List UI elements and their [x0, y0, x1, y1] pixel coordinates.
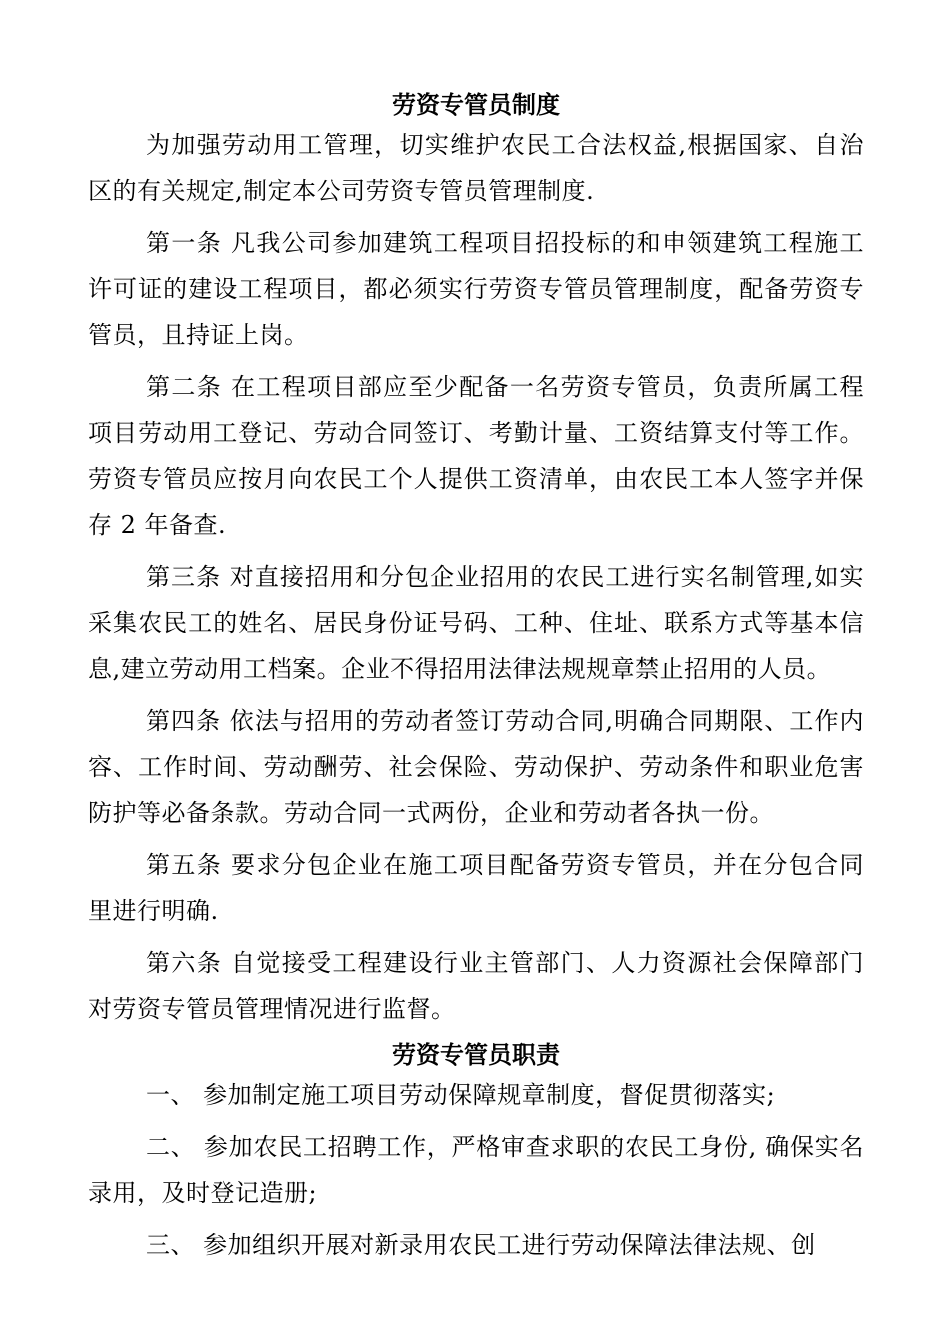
- article-5: 第五条 要求分包企业在施工项目配备劳资专管员，并在分包合同里进行明确.: [88, 851, 864, 925]
- intro-paragraph: 为加强劳动用工管理，切实维护农民工合法权益,根据国家、自治区的有关规定,制定本公司劳资专管员管理制度.: [88, 131, 864, 205]
- article-4: 第四条 依法与招用的劳动者签订劳动合同,明确合同期限、工作内容、工作时间、劳动酬劳、社会保险、劳动保护、劳动条件和职业危害防护等必备条款。劳动合同一式两份，企业和劳动者各执一份。: [88, 707, 864, 827]
- duty-3: 三、 参加组织开展对新录用农民工进行劳动保障法律法规、创: [146, 1231, 816, 1259]
- article-1: 第一条 凡我公司参加建筑工程项目招投标的和申领建筑工程施工许可证的建设工程项目，都必须实行劳资专管员管理制度，配备劳资专管员，且持证上岗。: [88, 229, 864, 349]
- article-6: 第六条 自觉接受工程建设行业主管部门、人力资源社会保障部门对劳资专管员管理情况进行监督。: [88, 949, 864, 1023]
- duties-title: 劳资专管员职责: [392, 1040, 560, 1069]
- article-2: 第二条 在工程项目部应至少配备一名劳资专管员，负责所属工程项目劳动用工登记、劳动合同签订、考勤计量、工资结算支付等工作。劳资专管员应按月向农民工个人提供工资清单，由农民工本人签字并保存 2 年备查.: [88, 373, 864, 539]
- duty-1: 一、 参加制定施工项目劳动保障规章制度，督促贯彻落实;: [146, 1081, 776, 1109]
- article-3: 第三条 对直接招用和分包企业招用的农民工进行实名制管理,如实采集农民工的姓名、居民身份证号码、工种、住址、联系方式等基本信息,建立劳动用工档案。企业不得招用法律法规规章禁止招用的人员。: [88, 563, 864, 683]
- duty-2: 二、 参加农民工招聘工作，严格审查求职的农民工身份, 确保实名录用，及时登记造册;: [88, 1133, 864, 1207]
- document-title: 劳资专管员制度: [392, 90, 560, 119]
